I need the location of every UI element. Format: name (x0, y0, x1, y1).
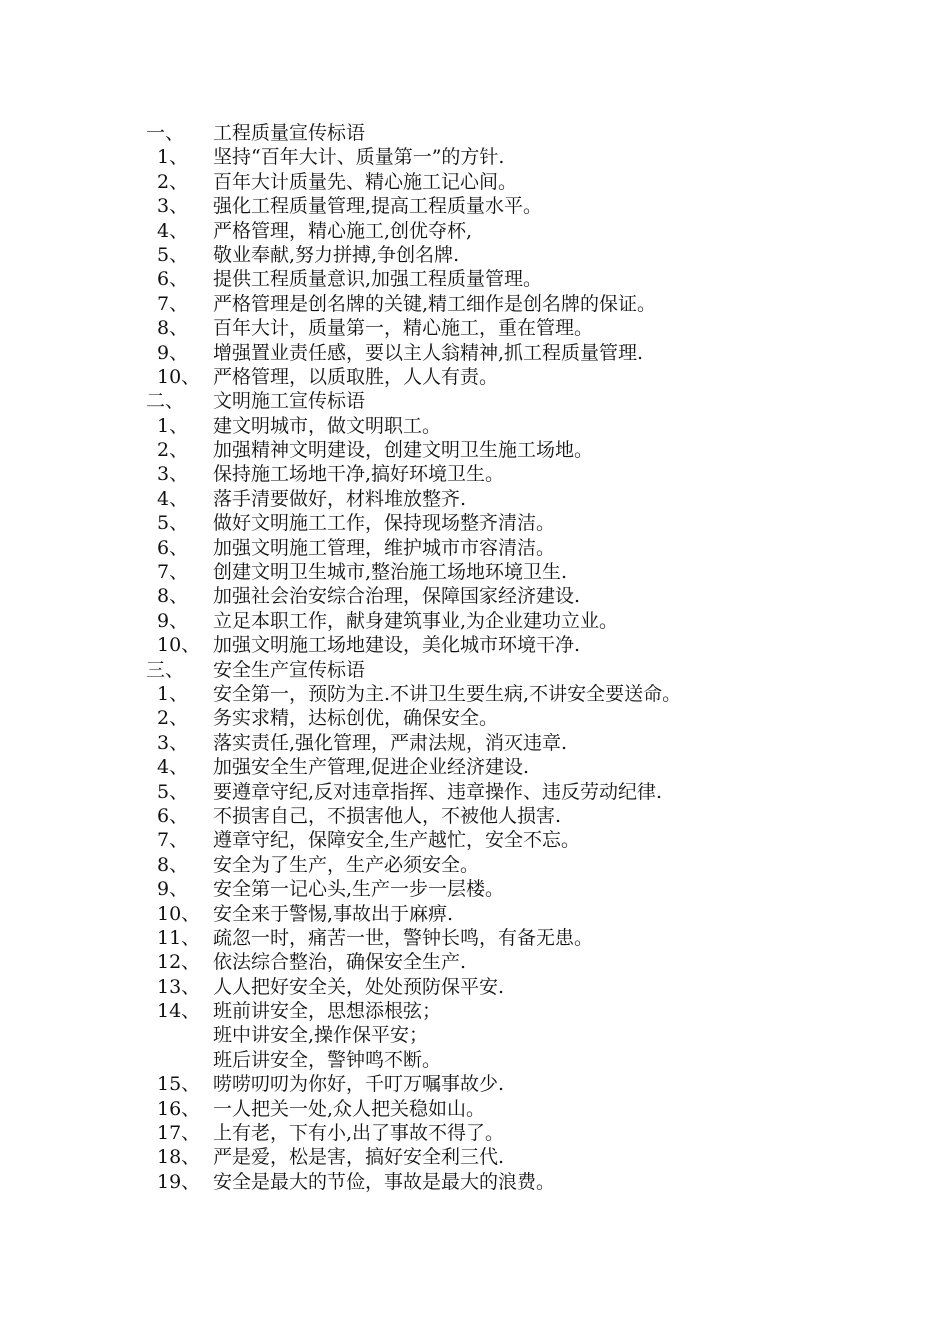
slogan-item (0, 999, 950, 1023)
item-number: 7、 (157, 561, 189, 584)
slogan-item (0, 560, 950, 584)
slogan-item (0, 609, 950, 633)
slogan-text: 加强安全生产管理,促进企业经济建设. (213, 756, 530, 779)
slogan-item (0, 804, 950, 828)
slogan-item (0, 1145, 950, 1169)
slogan-item (0, 926, 950, 950)
slogan-continuation-line (0, 1023, 950, 1047)
slogan-text: 疏忽一时，痛苦一世，警钟长鸣，有备无患。 (213, 926, 594, 949)
slogan-item (0, 194, 950, 218)
item-number: 15、 (157, 1073, 201, 1096)
item-number: 6、 (157, 536, 189, 559)
item-number: 16、 (157, 1097, 201, 1120)
slogan-item (0, 584, 950, 608)
item-number: 12、 (157, 951, 201, 974)
slogan-item (0, 1121, 950, 1145)
item-number: 1、 (157, 682, 189, 705)
item-number: 9、 (157, 609, 189, 632)
slogan-text: 敬业奉献,努力拼搏,争创名牌. (213, 243, 460, 266)
slogan-item (0, 511, 950, 535)
slogan-text: 加强精神文明建设，创建文明卫生施工场地。 (213, 439, 594, 462)
slogan-text: 加强文明施工管理，维护城市市容清洁。 (213, 536, 556, 559)
slogan-item (0, 292, 950, 316)
slogan-text: 班前讲安全，思想添根弦； (213, 1000, 442, 1023)
slogan-text: 保持施工场地干净,搞好环境卫生。 (213, 463, 505, 486)
item-number: 5、 (157, 512, 189, 535)
slogan-text: 安全来于警惕,事故出于麻痹. (213, 902, 454, 925)
item-number: 3、 (157, 463, 189, 486)
slogan-item (0, 341, 950, 365)
item-number: 9、 (157, 878, 189, 901)
item-number: 1、 (157, 414, 189, 437)
slogan-item (0, 877, 950, 901)
slogan-item (0, 145, 950, 169)
slogan-item (0, 633, 950, 657)
slogan-text: 严格管理是创名牌的关键,精工细作是创名牌的保证。 (213, 292, 657, 315)
slogan-item (0, 487, 950, 511)
slogan-item (0, 316, 950, 340)
item-number: 4、 (157, 756, 189, 779)
slogan-item (0, 755, 950, 779)
slogan-item (0, 731, 950, 755)
item-number: 7、 (157, 829, 189, 852)
slogan-text: 上有老，下有小,出了事故不得了。 (213, 1122, 505, 1145)
slogan-text: 安全第一，预防为主.不讲卫生要生病,不讲安全要送命。 (213, 682, 682, 705)
slogan-text: 落实责任,强化管理，严肃法规，消灭违章. (213, 731, 568, 754)
item-number: 6、 (157, 804, 189, 827)
slogan-text: 严格管理，精心施工,创优夺杯, (213, 219, 473, 242)
slogan-item (0, 170, 950, 194)
item-number: 9、 (157, 341, 189, 364)
slogan-item (0, 267, 950, 291)
slogan-text: 务实求精，达标创优，确保安全。 (213, 707, 499, 730)
item-number: 17、 (157, 1122, 201, 1145)
slogan-text: 安全是最大的节俭，事故是最大的浪费。 (213, 1170, 556, 1193)
slogan-item (0, 219, 950, 243)
slogan-continuation-line (0, 1048, 950, 1072)
section-heading (0, 121, 950, 145)
item-number: 2、 (157, 707, 189, 730)
slogan-text: 遵章守纪，保障安全,生产越忙，安全不忘。 (213, 829, 581, 852)
section-number: 二、 (146, 390, 185, 413)
item-number: 18、 (157, 1146, 201, 1169)
item-number: 8、 (157, 585, 189, 608)
slogan-item (0, 975, 950, 999)
slogan-text: 人人把好安全关，处处预防保平安. (213, 975, 505, 998)
slogan-item (0, 682, 950, 706)
item-number: 2、 (157, 439, 189, 462)
slogan-text: 落手清要做好，材料堆放整齐. (213, 487, 467, 510)
item-number: 4、 (157, 487, 189, 510)
slogan-item (0, 414, 950, 438)
slogan-item (0, 950, 950, 974)
item-number: 10、 (157, 634, 201, 657)
slogan-text: 增强置业责任感，要以主人翁精神,抓工程质量管理. (213, 341, 644, 364)
item-number: 5、 (157, 780, 189, 803)
slogan-text: 一人把关一处,众人把关稳如山。 (213, 1097, 486, 1120)
slogan-item (0, 365, 950, 389)
slogan-item (0, 1097, 950, 1121)
slogan-text: 做好文明施工工作，保持现场整齐清洁。 (213, 512, 556, 535)
slogan-text: 强化工程质量管理,提高工程质量水平。 (213, 195, 543, 218)
item-number: 2、 (157, 170, 189, 193)
slogan-text: 严格管理，以质取胜，人人有责。 (213, 365, 499, 388)
item-number: 8、 (157, 853, 189, 876)
slogan-text: 立足本职工作，献身建筑事业,为企业建功立业。 (213, 609, 619, 632)
slogan-item (0, 462, 950, 486)
item-number: 3、 (157, 731, 189, 754)
item-number: 10、 (157, 902, 201, 925)
slogan-item (0, 828, 950, 852)
slogan-item (0, 1170, 950, 1194)
slogan-document (0, 121, 950, 1194)
slogan-text: 加强社会治安综合治理，保障国家经济建设. (213, 585, 581, 608)
slogan-text: 依法综合整治，确保安全生产. (213, 951, 467, 974)
slogan-text: 百年大计质量先、精心施工记心间。 (213, 170, 518, 193)
section-number: 一、 (146, 122, 185, 144)
item-number: 13、 (157, 975, 201, 998)
slogan-text: 安全第一记心头,生产一步一层楼。 (213, 878, 505, 901)
section-heading (0, 389, 950, 413)
slogan-item (0, 243, 950, 267)
slogan-text: 加强文明施工场地建设，美化城市环境干净. (213, 634, 581, 657)
section-title: 安全生产宣传标语 (213, 658, 366, 681)
slogan-text: 严是爱，松是害，搞好安全利三代. (213, 1146, 505, 1169)
slogan-text: 不损害自己，不损害他人，不被他人损害. (213, 804, 562, 827)
slogan-text: 班中讲安全,操作保平安； (213, 1024, 429, 1047)
item-number: 5、 (157, 243, 189, 266)
section-number: 三、 (146, 658, 185, 681)
item-number: 14、 (157, 1000, 201, 1023)
slogan-text: 坚持“百年大计、质量第一”的方针. (213, 146, 505, 169)
slogan-text: 创建文明卫生城市,整治施工场地环境卫生. (213, 561, 568, 584)
slogan-item (0, 438, 950, 462)
slogan-item (0, 853, 950, 877)
item-number: 10、 (157, 365, 201, 388)
slogan-text: 安全为了生产，生产必须安全。 (213, 853, 480, 876)
section-heading (0, 658, 950, 682)
item-number: 6、 (157, 268, 189, 291)
slogan-text: 要遵章守纪,反对违章指挥、违章操作、违反劳动纪律. (213, 780, 663, 803)
slogan-item (0, 902, 950, 926)
slogan-text: 唠唠叨叨为你好，千叮万嘱事故少. (213, 1073, 505, 1096)
slogan-item (0, 706, 950, 730)
item-number: 4、 (157, 219, 189, 242)
slogan-text: 建文明城市，做文明职工。 (213, 414, 442, 437)
item-number: 1、 (157, 146, 189, 169)
slogan-text: 提供工程质量意识,加强工程质量管理。 (213, 268, 543, 291)
slogan-text: 班后讲安全，警钟鸣不断。 (213, 1048, 442, 1071)
slogan-item (0, 780, 950, 804)
slogan-item (0, 1072, 950, 1096)
slogan-text: 百年大计，质量第一，精心施工，重在管理。 (213, 317, 594, 340)
item-number: 3、 (157, 195, 189, 218)
section-title: 工程质量宣传标语 (213, 122, 366, 144)
item-number: 8、 (157, 317, 189, 340)
item-number: 11、 (157, 926, 201, 949)
item-number: 19、 (157, 1170, 201, 1193)
section-title: 文明施工宣传标语 (213, 390, 366, 413)
item-number: 7、 (157, 292, 189, 315)
slogan-item (0, 536, 950, 560)
